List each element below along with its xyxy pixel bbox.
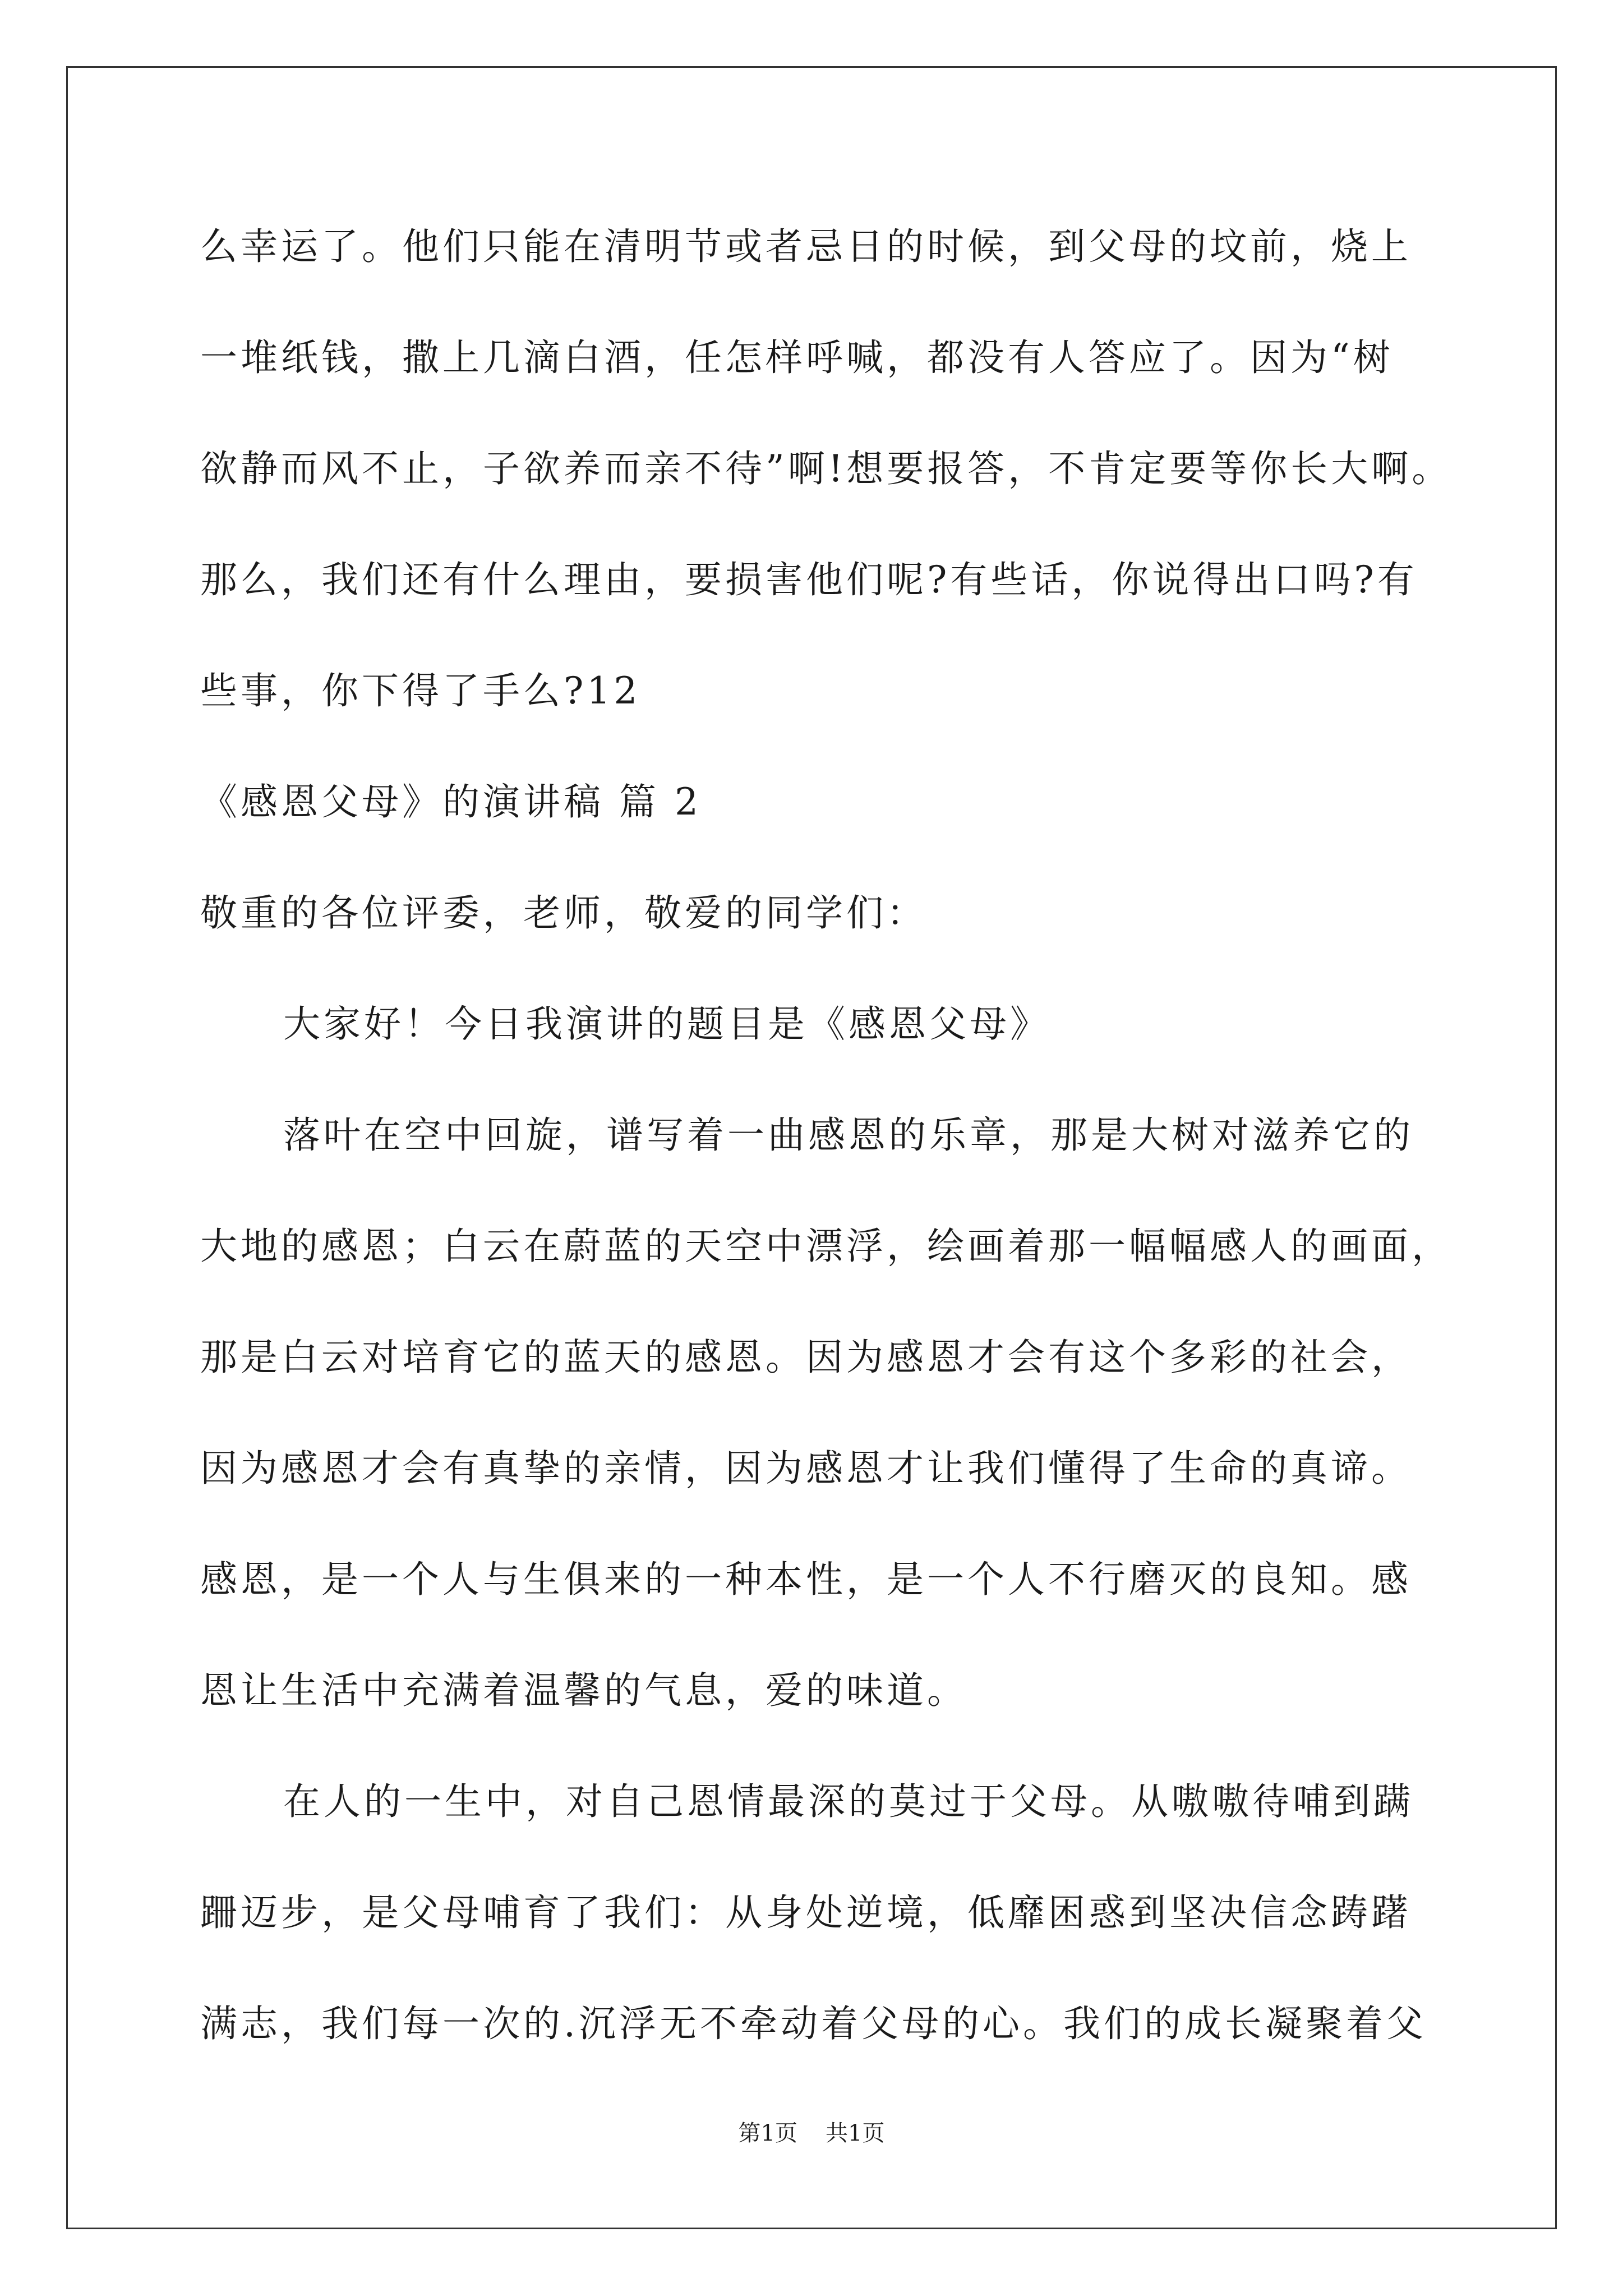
text-line: 大地的感恩；白云在蔚蓝的天空中漂浮，绘画着那一幅幅感人的画面， bbox=[200, 1225, 1452, 1268]
text-line: 一堆纸钱，撒上几滴白酒，任怎样呼喊，都没有人答应了。因为“树 bbox=[200, 336, 1394, 379]
text-line: 感恩，是一个人与生俱来的一种本性，是一个人不行磨灭的良知。感 bbox=[200, 1558, 1412, 1601]
text-line: 那是白云对培育它的蓝天的感恩。因为感恩才会有这个多彩的社会， bbox=[200, 1336, 1412, 1379]
text-line: 跚迈步，是父母哺育了我们：从身处逆境，低靡困惑到坚决信念踌躇 bbox=[200, 1891, 1412, 1934]
page-number-total: 共1页 bbox=[826, 2120, 885, 2146]
text-line: 大家好！今日我演讲的题目是《感恩父母》 bbox=[283, 1002, 1050, 1046]
section-heading: 《感恩父母》的演讲稿 篇 2 bbox=[200, 780, 702, 823]
salutation: 敬重的各位评委，老师，敬爱的同学们： bbox=[200, 891, 927, 935]
page-number-current: 第1页 bbox=[738, 2120, 797, 2146]
text-line: 欲静而风不止，子欲养而亲不待”啊!想要报答，不肯定要等你长大啊。 bbox=[200, 447, 1453, 490]
page-footer bbox=[0, 2119, 1623, 2147]
text-line: 落叶在空中回旋，谱写着一曲感恩的乐章，那是大树对滋养它的 bbox=[283, 1114, 1414, 1157]
text-line: 么幸运了。他们只能在清明节或者忌日的时候，到父母的坟前，烧上 bbox=[200, 225, 1412, 268]
text-line: 恩让生活中充满着温馨的气息，爱的味道。 bbox=[200, 1669, 967, 1712]
text-line: 些事，你下得了手么?12 bbox=[200, 669, 641, 712]
text-line: 在人的一生中，对自己恩情最深的莫过于父母。从嗷嗷待哺到蹒 bbox=[283, 1780, 1414, 1823]
text-line: 满志，我们每一次的.沉浮无不牵动着父母的心。我们的成长凝聚着父 bbox=[200, 2002, 1427, 2045]
document-body bbox=[200, 222, 1468, 2110]
text-line: 因为感恩才会有真挚的亲情，因为感恩才让我们懂得了生命的真谛。 bbox=[200, 1447, 1412, 1490]
text-line: 那么，我们还有什么理由，要损害他们呢?有些话，你说得出口吗?有 bbox=[200, 558, 1418, 601]
